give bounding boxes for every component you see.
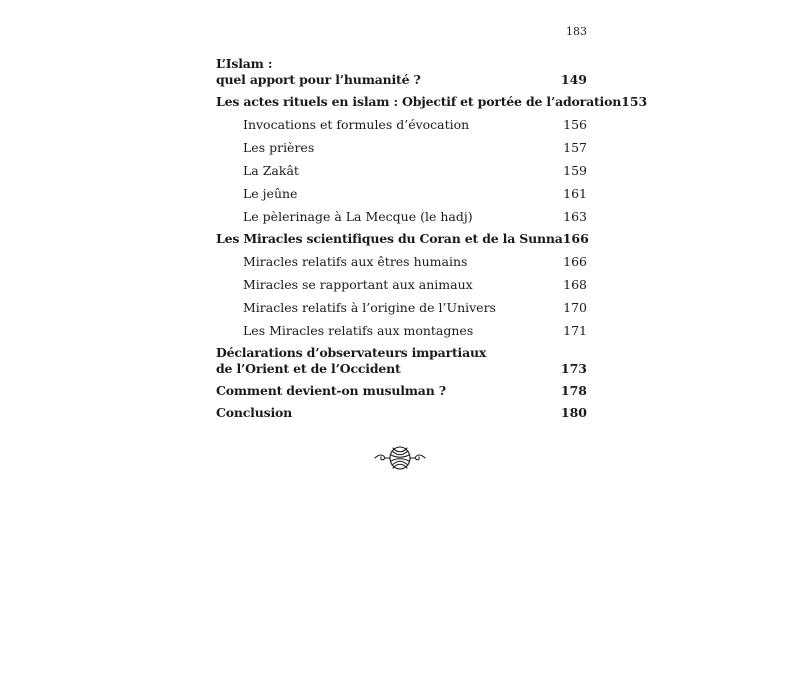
toc-section-page: 163: [563, 209, 587, 224]
toc-chapter-declarations: [216, 345, 587, 377]
toc-chapter-title: Les actes rituels en islam : Objectif et portée de l’adoration: [216, 94, 622, 109]
toc-chapter-page: 149: [560, 72, 587, 87]
toc-section-title: Invocations et formules d’évocation: [243, 117, 470, 132]
toc-section-title: Les Miracles relatifs aux montagnes: [243, 323, 474, 338]
toc-section-title: Les prières: [243, 140, 315, 155]
toc-section: [216, 323, 587, 339]
toc-section: [216, 254, 587, 270]
toc-chapter-miracles-scientifiques: [216, 231, 587, 247]
toc-section-title: La Zakât: [243, 163, 299, 178]
toc-chapter-actes-rituels: [216, 94, 648, 110]
toc-chapter-page: 178: [560, 383, 587, 398]
table-of-contents: [216, 56, 648, 421]
toc-section-title: Miracles se rapportant aux animaux: [243, 277, 473, 292]
toc-section-page: 157: [563, 140, 587, 155]
toc-chapter-page: 166: [562, 231, 589, 246]
toc-section-title: Miracles relatifs à l’origine de l’Univers: [243, 300, 496, 315]
toc-section: [216, 209, 587, 225]
toc-chapter-title-line: de l’Orient et de l’Occident: [216, 361, 401, 376]
toc-section-page: 171: [563, 323, 587, 338]
toc-chapter-page: 180: [560, 405, 587, 420]
toc-section: [216, 277, 587, 293]
toc-section-page: 159: [563, 163, 587, 178]
toc-chapter-page: 173: [560, 361, 587, 376]
toc-chapter-page: 153: [621, 94, 648, 109]
toc-section: [216, 140, 587, 156]
fleuron-icon: [373, 444, 427, 472]
toc-section-page: 156: [563, 117, 587, 132]
toc-chapter-title: Les Miracles scientifiques du Coran et de la Sunna: [216, 231, 563, 246]
toc-chapter-title-line: Déclarations d’observateurs impartiaux: [216, 345, 487, 360]
toc-section-title: Miracles relatifs aux êtres humains: [243, 254, 468, 269]
toc-section: [216, 117, 587, 133]
toc-section: [216, 186, 587, 202]
toc-section-page: 170: [563, 300, 587, 315]
toc-section-title: Le pèlerinage à La Mecque (le hadj): [243, 209, 473, 224]
toc-section-title: Le jeûne: [243, 186, 298, 201]
toc-chapter-title-line: L’Islam :: [216, 56, 273, 71]
toc-section-page: 168: [563, 277, 587, 292]
page-number: 183: [566, 25, 587, 38]
toc-chapter-title-line: quel apport pour l’humanité ?: [216, 72, 421, 87]
toc-section-page: 161: [563, 186, 587, 201]
toc-section: [216, 163, 587, 179]
toc-chapter-title: Comment devient-on musulman ?: [216, 383, 446, 398]
toc-chapter-islam-apport: [216, 56, 587, 88]
toc-chapter-title: Conclusion: [216, 405, 293, 420]
toc-chapter-comment-devient: [216, 383, 587, 399]
toc-section-page: 166: [563, 254, 587, 269]
toc-section: [216, 300, 587, 316]
toc-chapter-conclusion: [216, 405, 587, 421]
